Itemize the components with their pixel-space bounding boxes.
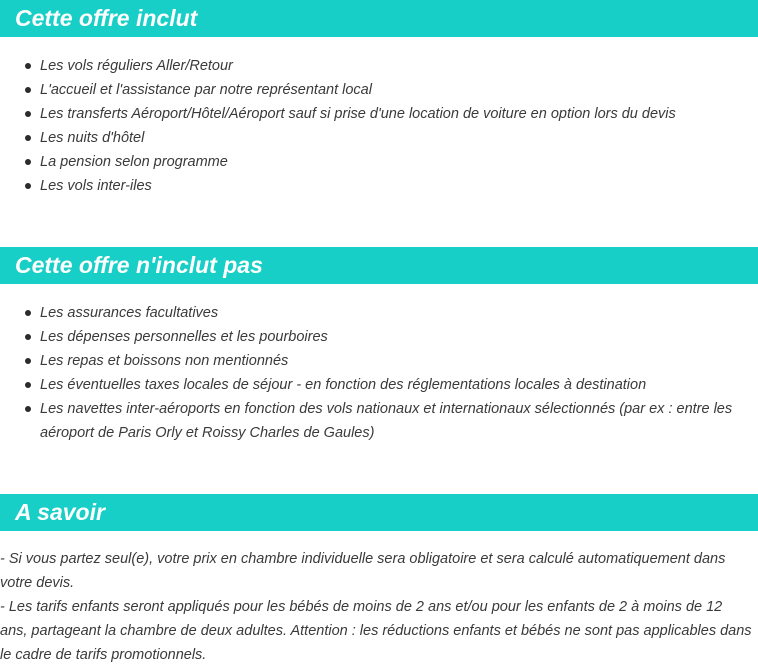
info-notes xyxy=(0,547,752,667)
includes-list xyxy=(0,54,740,198)
bullet-icon xyxy=(25,382,31,388)
list-item: Les dépenses personnelles et les pourboires xyxy=(0,325,740,349)
excludes-list xyxy=(0,301,740,445)
bullet-icon xyxy=(25,406,31,412)
section-title-excludes: Cette offre n'inclut pas xyxy=(0,247,758,284)
list-item: Les navettes inter-aéroports en fonction des vols nationaux et internationaux sélectionnés (par ex : entre les aéroport de Paris Orly et Roissy Charles de Gaules) xyxy=(0,397,740,445)
section-title-includes: Cette offre inclut xyxy=(0,0,758,37)
bullet-icon xyxy=(25,135,31,141)
bullet-icon xyxy=(25,111,31,117)
list-item: Les éventuelles taxes locales de séjour - en fonction des réglementations locales à destination xyxy=(0,373,740,397)
section-title-info: A savoir xyxy=(0,494,758,531)
info-paragraph: - Si vous partez seul(e), votre prix en chambre individuelle sera obligatoire et sera calculé automatiquement dans votre devis. xyxy=(0,551,726,591)
bullet-icon xyxy=(25,87,31,93)
list-item: Les nuits d'hôtel xyxy=(0,126,740,150)
list-item: Les repas et boissons non mentionnés xyxy=(0,349,740,373)
bullet-icon xyxy=(25,310,31,316)
list-item: Les vols inter-iles xyxy=(0,174,740,198)
list-item: Les assurances facultatives xyxy=(0,301,740,325)
list-item: L'accueil et l'assistance par notre représentant local xyxy=(0,78,740,102)
bullet-icon xyxy=(25,183,31,189)
bullet-icon xyxy=(25,334,31,340)
info-paragraph: - Les tarifs enfants seront appliqués pour les bébés de moins de 2 ans et/ou pour les enfants de 2 à moins de 12 ans, partageant la chambre de deux adultes. Attention : les réductions enfants et bébés ne sont pas applicables dans le cadre de tarifs promotionnels. xyxy=(0,599,752,663)
bullet-icon xyxy=(25,159,31,165)
list-item: Les vols réguliers Aller/Retour xyxy=(0,54,740,78)
list-item: Les transferts Aéroport/Hôtel/Aéroport sauf si prise d'une location de voiture en option lors du devis xyxy=(0,102,740,126)
list-item: La pension selon programme xyxy=(0,150,740,174)
bullet-icon xyxy=(25,358,31,364)
bullet-icon xyxy=(25,63,31,69)
